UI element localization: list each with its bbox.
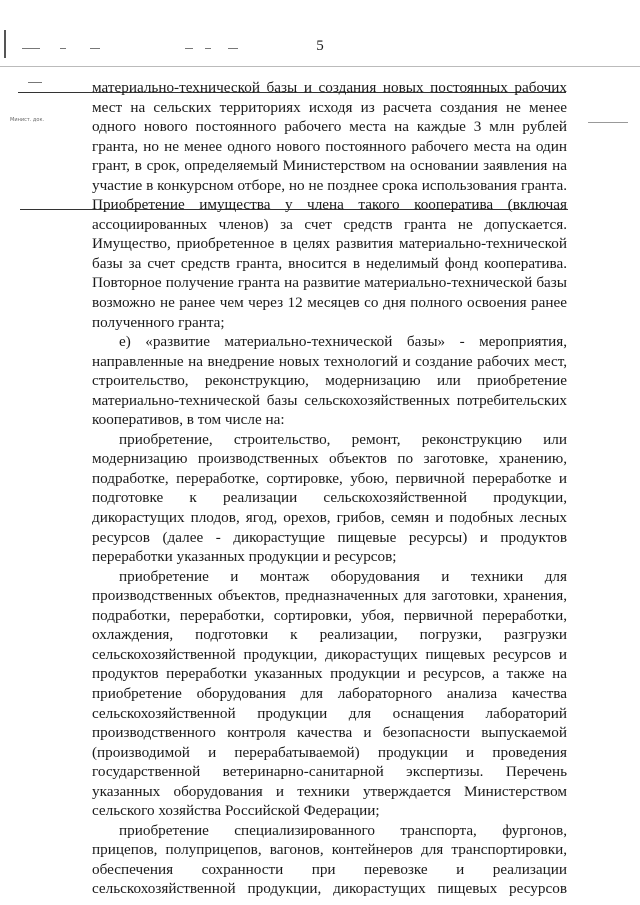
scan-artifact xyxy=(0,66,640,67)
document-body xyxy=(92,78,567,899)
paragraph-continuation: материально-технической базы и создания новых постоянных рабочих мест на сельских территориях исходя из расчета создания не менее одного нового постоянного рабочего места на каждые 3 млн рублей гранта, но не менее одного нового постоянного рабочего места на один грант, в срок, определяемый Министерством на основании заявления на участие в конкурсном отборе, но не позднее срока использования гранта. Приобретение имущества у члена такого кооператива (включая ассоциированных членов) за счет средств гранта не допускается. Имущество, приобретенное в целях развития материально-технической базы за счет средств гранта, вносится в неделимый фонд кооператива. Повторное получение гранта на развитие материально-технической базы возможно не ранее чем через 12 месяцев со дня полного освоения ранее полученного гранта; xyxy=(92,79,567,331)
paragraph-transport: приобретение специализированного транспорта, фургонов, прицепов, полуприцепов, вагонов, контейнеров для транспортировки, обеспечения сохранности при перевозке и реализации сельскохозяйственной продукции, дикорастущих пищевых ресурсов xyxy=(92,821,567,898)
page-number: 5 xyxy=(316,38,324,54)
paragraph-equipment: приобретение и монтаж оборудования и техники для производственных объектов, предназначенных для заготовки, хранения, подработки, переработки, сортировки, убоя, первичной переработки, охлаждения, подготовки к реализации, погрузки, разгрузки сельскохозяйственной продукции, дикорастущих пищевых ресурсов и продуктов переработки указанных продукции и ресурсов, а также на приобретение оборудования для лабораторного анализа качества сельскохозяйственной продукции для оснащения лабораторий производственного контроля качества и безопасности выпускаемой (производимой и перерабатываемой) продукции и проведения государственной ветеринарно-санитарной экспертизы. Перечень указанных оборудования и техники утверждается Министерством сельского хозяйства Российской Федерации; xyxy=(92,567,567,820)
scan-artifact xyxy=(588,122,628,123)
margin-note: Минист. док. xyxy=(10,117,45,123)
paragraph-acquisition-construction: приобретение, строительство, ремонт, реконструкцию или модернизацию производственных объектов по заготовке, хранению, подработке, переработке, сортировке, убою, первичной переработке и подготовке к реализации сельскохозяйственной продукции, дикорастущих плодов, ягод, орехов, грибов, семян и подобных лесных ресурсов (далее - дикорастущие пищевые ресурсы) и продуктов переработки указанных продукции и ресурсов; xyxy=(92,430,567,566)
scan-artifact xyxy=(28,82,42,83)
paragraph-item-e: е) «развитие материально-технической базы» - мероприятия, направленные на внедрение новых технологий и создание рабочих мест, строительство, реконструкцию, модернизацию или приобретение материально-технической базы сельскохозяйственных потребительских кооперативов, в том числе на: xyxy=(92,333,567,429)
